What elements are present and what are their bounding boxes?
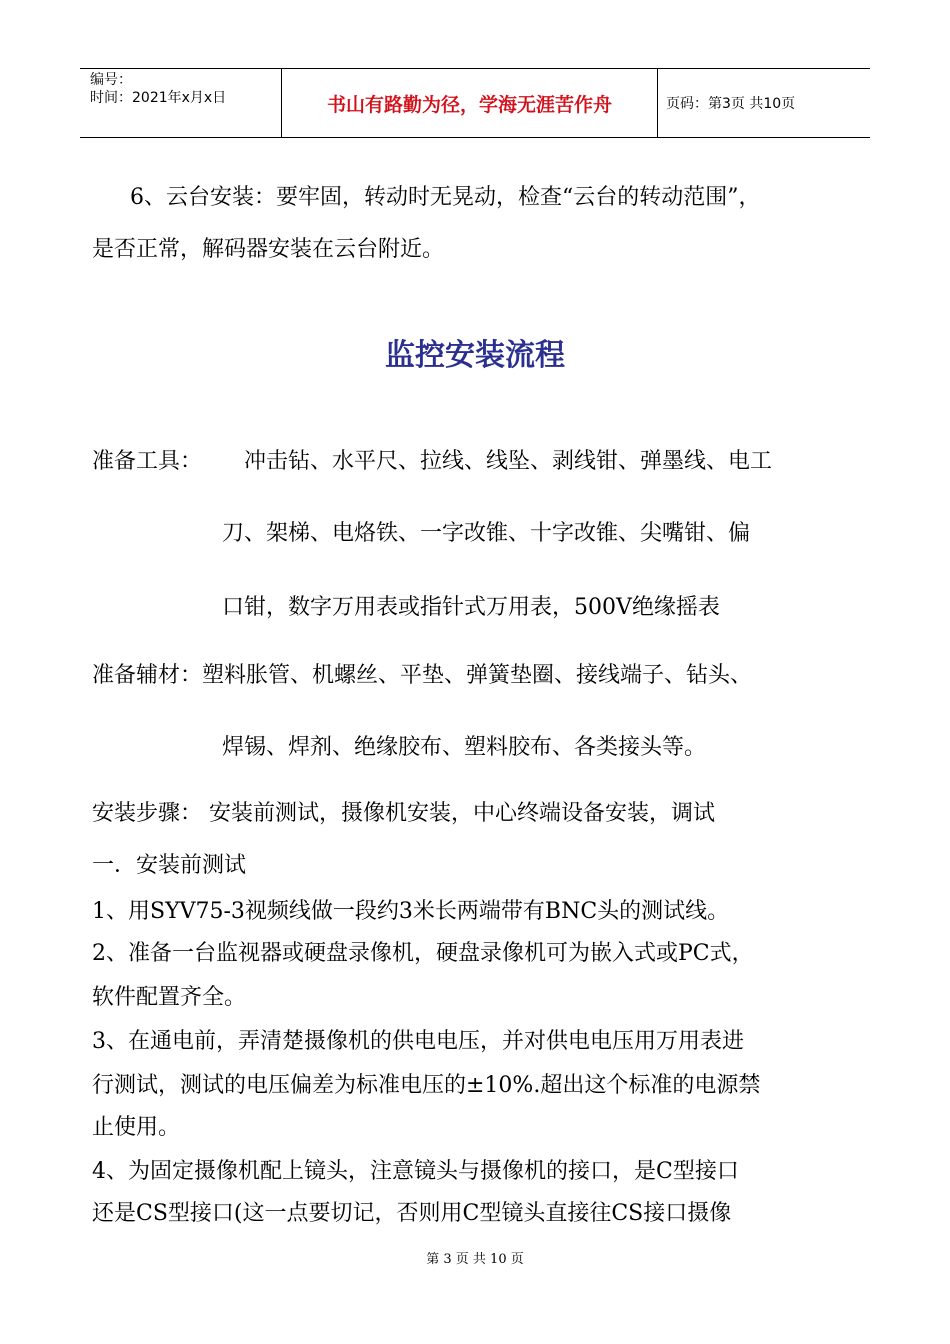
document-number-label: 编号：: [90, 72, 132, 88]
header-motto: 书山有路勤为径，学海无涯苦作舟: [282, 69, 658, 137]
header-page-code: 页码：第3页 共10页: [666, 96, 796, 112]
header-table: [80, 68, 870, 138]
intro-line-2: 是否正常，解码器安装在云台附近。: [92, 237, 445, 262]
materials-line-2: 焊锡、焊剂、绝缘胶布、塑料胶布、各类接头等。: [222, 735, 707, 760]
body-line: 一．安装前测试: [92, 853, 247, 878]
page-footer: 第 3 页 共 10 页: [426, 1252, 524, 1267]
tools-line-2: 刀、架梯、电烙铁、一字改锥、十字改锥、尖嘴钳、偏: [222, 521, 751, 546]
body-line: 还是CS型接口(这一点要切记，否则用C型镜头直接往CS接口摄像: [92, 1201, 732, 1226]
header-meta-cell: [80, 69, 282, 137]
tools-line-3: 口钳，数字万用表或指针式万用表，500V绝缘摇表: [222, 595, 720, 620]
document-time-label: 时间：2021年x月x日: [90, 90, 227, 106]
body-line: 4、为固定摄像机配上镜头，注意镜头与摄像机的接口，是C型接口: [92, 1159, 739, 1184]
steps-line: 安装步骤： 安装前测试，摄像机安装，中心终端设备安装，调试: [92, 801, 715, 826]
body-line: 2、准备一台监视器或硬盘录像机，硬盘录像机可为嵌入式或PC式，: [92, 941, 754, 966]
section-title: 监控安装流程: [385, 338, 565, 373]
body-line: 行测试，测试的电压偏差为标准电压的±10%.超出这个标准的电源禁: [92, 1073, 761, 1098]
tools-line-1: 冲击钻、水平尺、拉线、线坠、剥线钳、弹墨线、电工: [244, 449, 773, 474]
intro-line-1: 6、云台安装：要牢固，转动时无晃动，检查“云台的转动范围”，: [130, 185, 761, 210]
body-line: 3、在通电前，弄清楚摄像机的供电电压，并对供电电压用万用表进: [92, 1029, 744, 1054]
body-line: 止使用。: [92, 1115, 181, 1140]
body-line: 软件配置齐全。: [92, 985, 247, 1010]
tools-label: 准备工具：: [92, 449, 203, 474]
materials-line-1: 准备辅材：塑料胀管、机螺丝、平垫、弹簧垫圈、接线端子、钻头、: [92, 663, 753, 688]
body-line: 1、用SYV75-3视频线做一段约3米长两端带有BNC头的测试线。: [92, 899, 730, 924]
